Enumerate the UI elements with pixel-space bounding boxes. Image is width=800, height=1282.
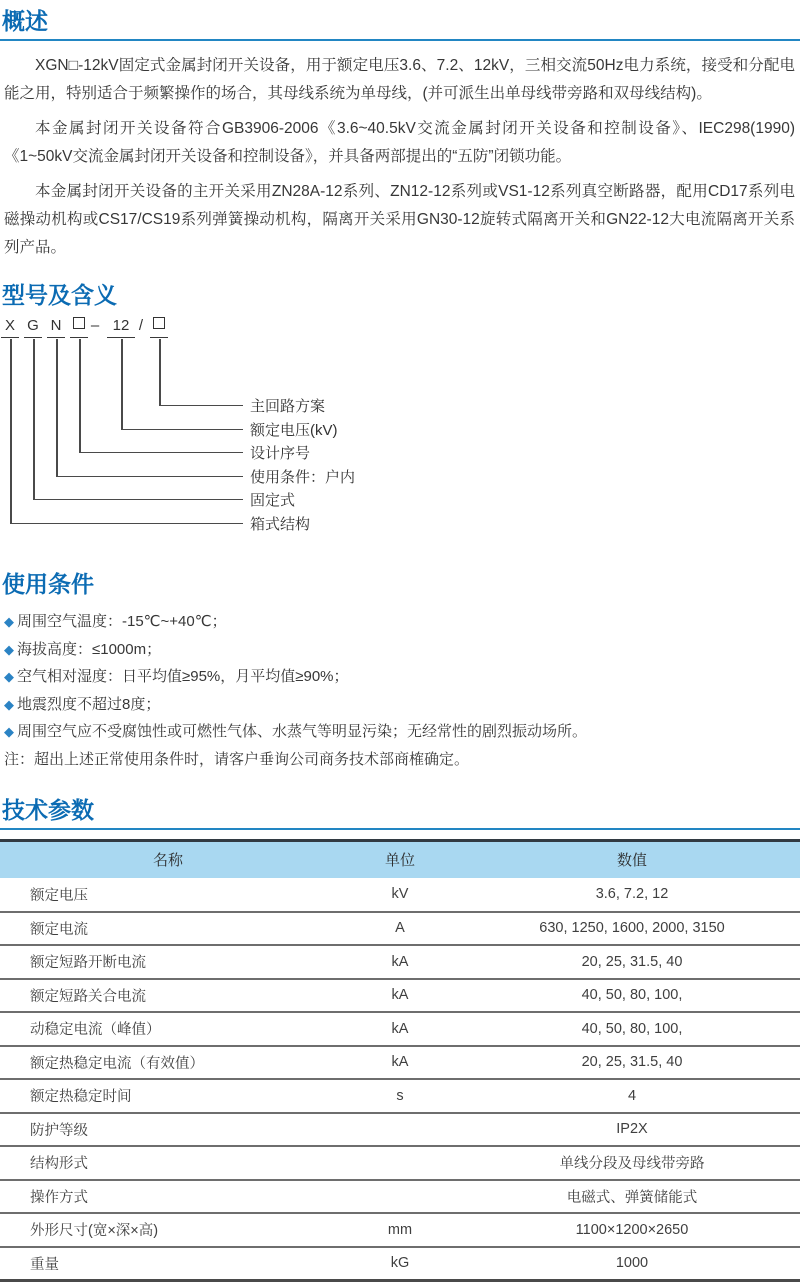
- overview-paragraphs: [0, 41, 800, 262]
- table-row: [0, 1180, 800, 1214]
- param-value-cell: 1000: [615, 1255, 649, 1271]
- param-value-cell: 单线分段及母线带旁路: [559, 1156, 705, 1173]
- param-unit-cell: kG: [390, 1255, 410, 1271]
- square-placeholder-icon: [73, 317, 85, 329]
- section-overview: [0, 0, 800, 262]
- param-unit-cell: kA: [391, 987, 409, 1004]
- condition-text: 地震烈度不超过8度；: [17, 695, 161, 713]
- condition-item: [4, 691, 796, 719]
- overview-title: 概述: [0, 0, 800, 41]
- param-name-cell: 动稳定电流（峰值）: [30, 1022, 161, 1039]
- diagram-connector-horizontal: [56, 476, 243, 478]
- param-unit-cell: kA: [391, 1054, 409, 1071]
- condition-text: 周围空气应不受腐蚀性或可燃性气体、水蒸气等明显污染；无经常性的剧烈振动场所。: [17, 723, 588, 741]
- overview-paragraph: XGN□-12kV固定式金属封闭开关设备，用于额定电压3.6、7.2、12kV，三相交流50Hz电力系统，接受和分配电能之用，特别适合于频繁操作的场合，其母线系统为单母线，(并可派生出单母线带旁路和双母线结构)。: [4, 56, 795, 102]
- table-row: [0, 945, 800, 979]
- model-title: 型号及含义: [2, 281, 117, 308]
- table-row: [0, 1113, 800, 1147]
- condition-text: 空气相对湿度：日平均值≥95%，月平均值≥90%；: [17, 668, 349, 686]
- diamond-bullet-icon: ◆: [4, 614, 14, 630]
- diagram-label: 使用条件：户内: [250, 468, 356, 486]
- param-value-cell: 20, 25, 31.5, 40: [581, 1054, 683, 1071]
- section-conditions: [0, 563, 800, 773]
- param-name-cell: 额定热稳定电流（有效值）: [30, 1055, 204, 1072]
- overview-paragraph: 本金属封闭开关设备的主开关采用ZN28A-12系列、ZN12-12系列或VS1-12系列真空断路器，配用CD17系列电磁操动机构或CS17/CS19系列弹簧操动机构，隔离开关采用GN30-12旋转式隔离开关和GN22-12大电流隔离开关系列产品。: [4, 182, 795, 256]
- parameters-title: 技术参数: [0, 789, 800, 830]
- diamond-bullet-icon: ◆: [4, 724, 14, 740]
- model-symbol: G: [24, 317, 42, 338]
- param-unit-cell: [336, 1113, 464, 1147]
- param-name-cell: 额定热稳定时间: [30, 1089, 132, 1106]
- diagram-connector-vertical: [159, 339, 161, 405]
- param-unit-cell: s: [396, 1087, 404, 1104]
- param-value-cell: 40, 50, 80, 100,: [581, 987, 683, 1004]
- diamond-bullet-icon: ◆: [4, 696, 14, 712]
- condition-item: [4, 608, 796, 636]
- overview-paragraph: 本金属封闭开关设备符合GB3906-2006《3.6~40.5kV交流金属封闭开关设备和控制设备》、IEC298(1990)《1~50kV交流金属封闭开关设备和控制设备》，并具备两部提出的“五防”闭锁功能。: [4, 119, 795, 165]
- table-row: [0, 1146, 800, 1180]
- diagram-label: 固定式: [250, 491, 296, 509]
- param-value-cell: 1100×1200×2650: [575, 1221, 689, 1238]
- param-unit-cell: A: [395, 920, 405, 937]
- param-value-cell: 电磁式、弹簧储能式: [566, 1189, 698, 1206]
- table-row: [0, 912, 800, 946]
- diamond-bullet-icon: ◆: [4, 669, 14, 685]
- model-symbol: /: [138, 316, 144, 334]
- square-placeholder-icon: [153, 317, 165, 329]
- model-symbol: X: [1, 317, 19, 338]
- model-designation-diagram: [0, 315, 800, 549]
- param-name-cell: 额定短路开断电流: [30, 955, 146, 972]
- diagram-connector-horizontal: [79, 452, 243, 454]
- param-value-cell: 20, 25, 31.5, 40: [581, 953, 683, 970]
- diagram-label: 箱式结构: [250, 515, 311, 533]
- table-row: [0, 1213, 800, 1247]
- diagram-label: 设计序号: [250, 444, 311, 462]
- param-unit-cell: mm: [387, 1221, 413, 1238]
- model-symbol-box: [70, 317, 88, 338]
- table-header-cell: 数值: [616, 852, 647, 870]
- diagram-connector-horizontal: [33, 499, 243, 501]
- param-unit-cell: kA: [391, 953, 409, 970]
- diamond-bullet-icon: ◆: [4, 641, 14, 657]
- param-value-cell: 40, 50, 80, 100,: [581, 1020, 683, 1037]
- model-symbol: N: [47, 317, 65, 338]
- conditions-note: 注：超出上述正常使用条件时，请客户垂询公司商务技术部商榷确定。: [4, 750, 470, 768]
- condition-item: [4, 636, 796, 664]
- parameters-table: [0, 839, 800, 1282]
- param-unit-cell: [336, 1180, 464, 1214]
- diagram-connector-vertical: [10, 339, 12, 523]
- table-header-row: [0, 840, 800, 878]
- model-symbol-box: [150, 317, 168, 338]
- param-value-cell: 4: [627, 1087, 637, 1104]
- diagram-label: 额定电压(kV): [250, 421, 338, 439]
- conditions-list: [0, 608, 800, 746]
- param-name-cell: 额定电压: [30, 887, 88, 904]
- param-value-cell: IP2X: [616, 1121, 648, 1138]
- condition-text: 周围空气温度：-15℃~+40℃；: [17, 613, 227, 631]
- model-symbol: –: [90, 316, 100, 334]
- diagram-connector-vertical: [121, 339, 123, 429]
- model-symbol: 12: [107, 317, 135, 338]
- param-name-cell: 重量: [30, 1256, 59, 1273]
- section-model-designation: [0, 274, 800, 549]
- table-row: [0, 979, 800, 1013]
- diagram-label: 主回路方案: [250, 397, 326, 415]
- section-parameters: [0, 789, 800, 1282]
- diagram-connector-horizontal: [10, 523, 243, 525]
- param-value-cell: 630, 1250, 1600, 2000, 3150: [539, 920, 725, 937]
- table-row: [0, 1012, 800, 1046]
- table-row: [0, 1079, 800, 1113]
- param-name-cell: 额定电流: [30, 921, 88, 938]
- diagram-connector-vertical: [56, 339, 58, 476]
- table-header-cell: 单位: [384, 852, 415, 870]
- diagram-connector-vertical: [79, 339, 81, 452]
- param-unit-cell: kA: [391, 1020, 409, 1037]
- param-name-cell: 外形尺寸(宽×深×高): [30, 1223, 159, 1240]
- table-row: [0, 1247, 800, 1281]
- diagram-connector-vertical: [33, 339, 35, 499]
- param-name-cell: 额定短路关合电流: [30, 988, 146, 1005]
- condition-item: [4, 718, 796, 746]
- param-unit-cell: [336, 1146, 464, 1180]
- diagram-connector-horizontal: [121, 429, 243, 431]
- param-value-cell: 3.6, 7.2, 12: [595, 886, 669, 903]
- param-name-cell: 防护等级: [30, 1122, 88, 1139]
- param-name-cell: 操作方式: [30, 1189, 88, 1206]
- diagram-connector-horizontal: [159, 405, 243, 407]
- condition-item: [4, 663, 796, 691]
- table-row: [0, 1046, 800, 1080]
- table-row: [0, 878, 800, 912]
- param-unit-cell: kV: [391, 886, 409, 903]
- param-name-cell: 结构形式: [30, 1156, 88, 1173]
- condition-text: 海拔高度：≤1000m；: [17, 640, 162, 658]
- conditions-title: 使用条件: [2, 570, 94, 597]
- table-header-cell: 名称: [152, 852, 183, 870]
